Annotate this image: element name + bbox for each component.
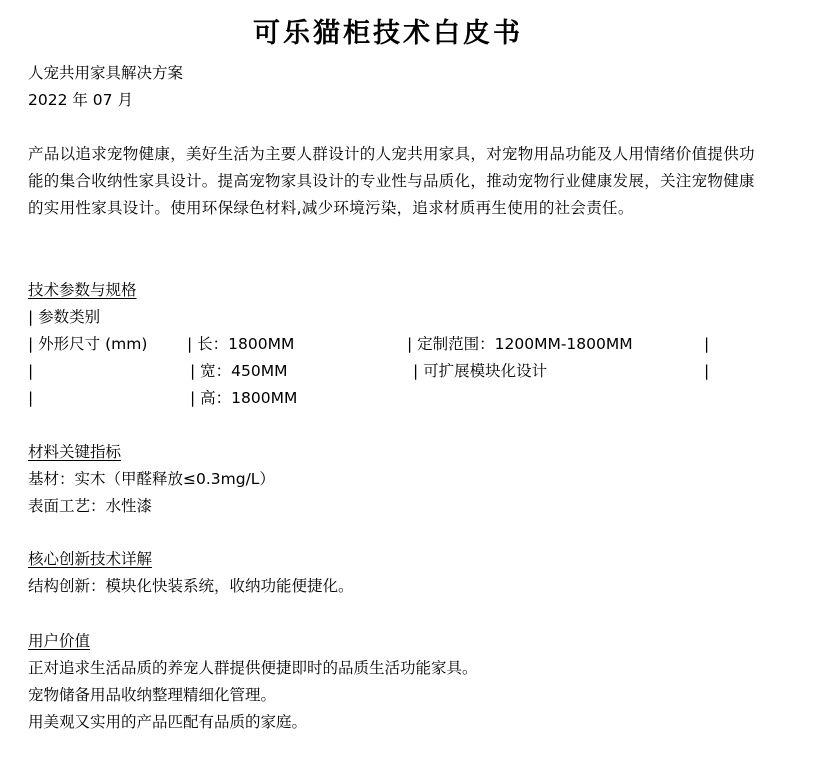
intro-paragraph: 产品以追求宠物健康，美好生活为主要人群设计的人宠共用家具，对宠物用品功能及人用情绪价值提供功能的集合收纳性家具设计。提高宠物家具设计的专业性与品质化，推动宠物行业健康发展，关注宠物健康的实用性家具设计。使用环保绿色材料,减少环境污染，追求材质再生使用的社会责任。 xyxy=(28,145,755,217)
materials-base: 基材：实木（甲醛释放≤0.3mg/L） xyxy=(28,470,275,488)
innovation-heading: 核心创新技术详解 xyxy=(28,550,153,568)
innovation-structure: 结构创新：模块化快装系统，收纳功能便捷化。 xyxy=(28,577,354,595)
specs-row-height: | 高：1800MM xyxy=(190,389,298,407)
specs-row-modular: | 可扩展模块化设计 xyxy=(413,362,548,380)
user-value-heading: 用户价值 xyxy=(28,632,91,650)
specs-row-dimensions-label: | 外形尺寸 (mm) xyxy=(28,335,148,353)
materials-finish: 表面工艺：水性漆 xyxy=(28,497,153,515)
specs-row-custom-range: | 定制范围：1200MM-1800MM xyxy=(407,335,633,353)
user-value-item: 用美观又实用的产品匹配有品质的家庭。 xyxy=(28,713,308,731)
specs-row-length: | 长：1800MM xyxy=(187,335,295,353)
materials-heading: 材料关键指标 xyxy=(28,443,122,461)
user-value-item: 正对追求生活品质的养宠人群提供便捷即时的品质生活功能家具。 xyxy=(28,659,478,677)
specs-row-divider: | xyxy=(704,335,710,353)
document-subtitle: 人宠共用家具解决方案 xyxy=(28,64,184,82)
document-date: 2022 年 07 月 xyxy=(28,91,133,109)
user-value-item: 宠物储备用品收纳整理精细化管理。 xyxy=(28,686,277,704)
specs-row-category: | 参数类别 xyxy=(28,308,101,326)
specs-heading: 技术参数与规格 xyxy=(28,281,137,299)
specs-row-divider: | xyxy=(28,389,34,407)
document-title: 可乐猫柜技术白皮书 xyxy=(253,18,523,49)
specs-row-width: | 宽：450MM xyxy=(190,362,288,380)
specs-row-divider: | xyxy=(704,362,710,380)
specs-row-divider: | xyxy=(28,362,34,380)
